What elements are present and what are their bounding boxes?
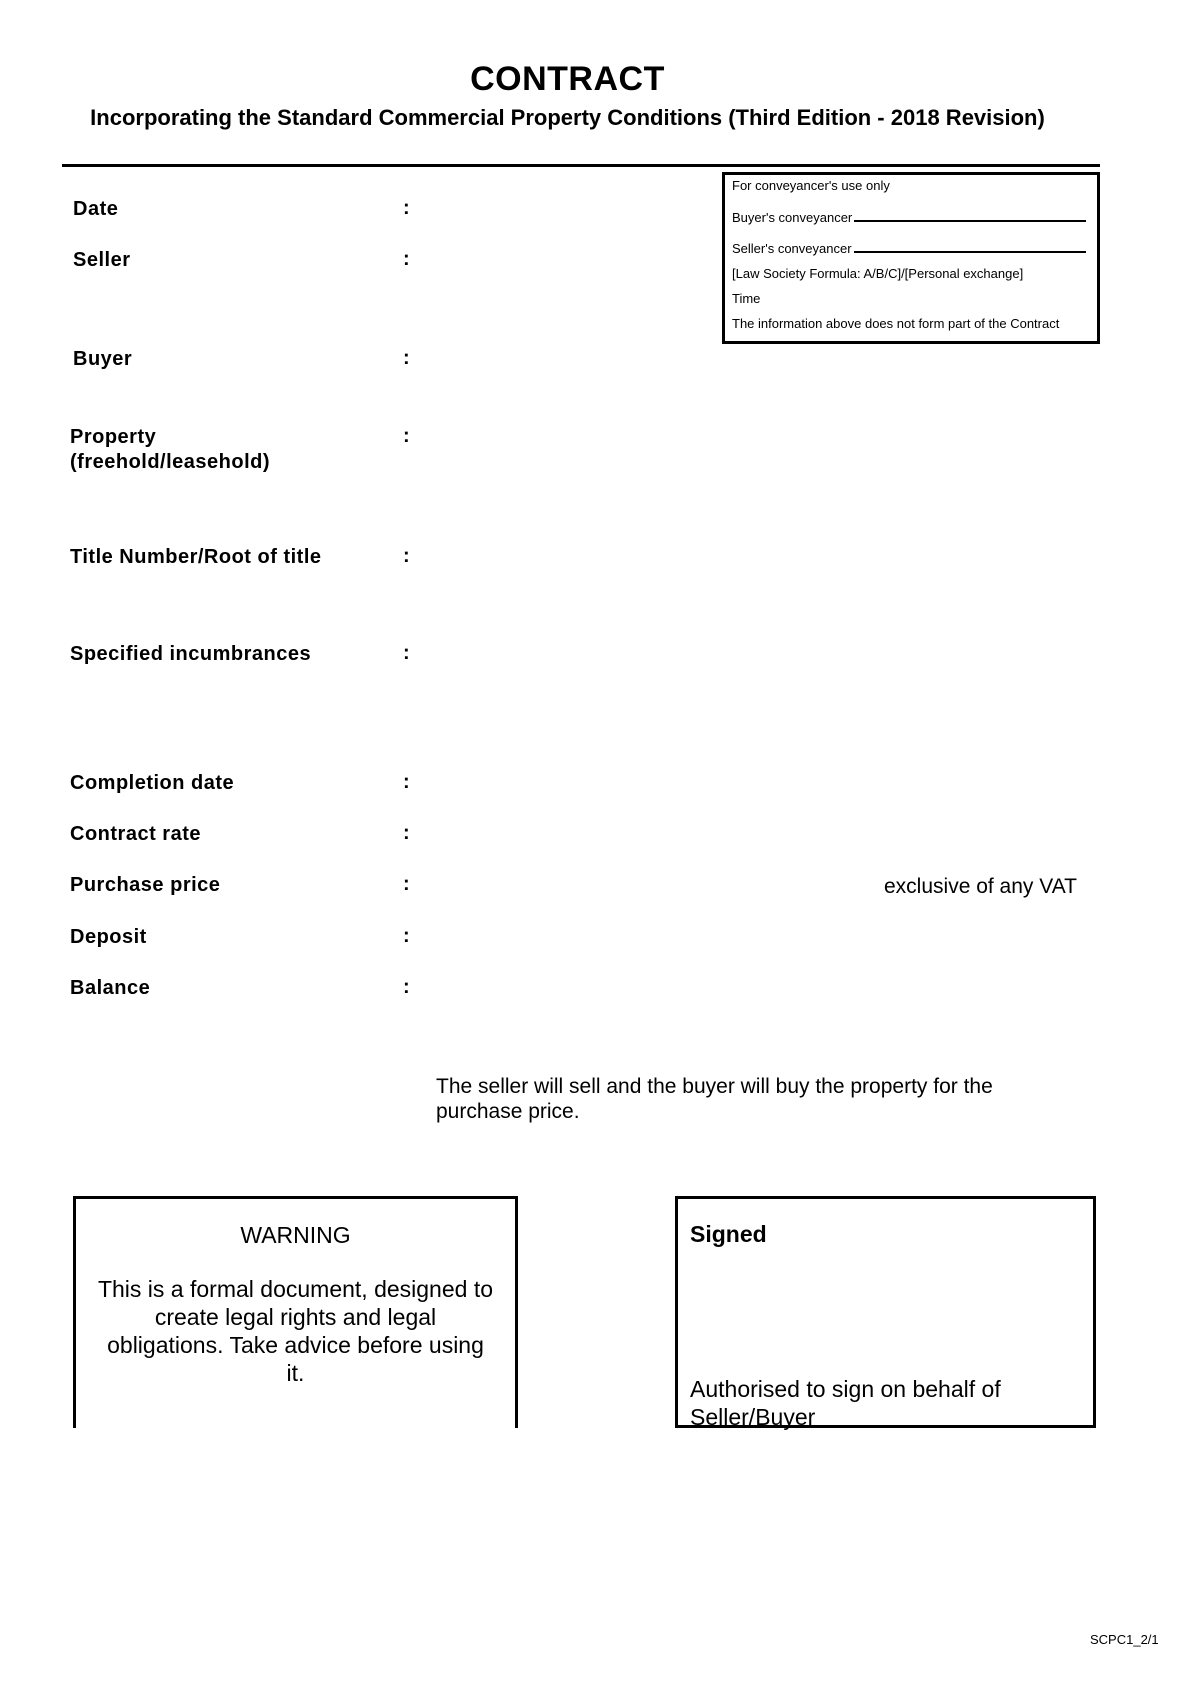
balance-label: Balance	[70, 977, 151, 999]
deposit-colon: :	[403, 925, 410, 947]
document-subtitle: Incorporating the Standard Commercial Property Conditions (Third Edition - 2018 Revision)	[90, 105, 1045, 130]
signed-text: Authorised to sign on behalf of Seller/Buyer	[690, 1376, 1001, 1430]
date-colon: :	[403, 197, 410, 219]
conveyancer-note: The information above does not form part of the Contract	[732, 316, 1060, 331]
purchase-price-colon: :	[403, 873, 410, 895]
seller-conveyancer-line	[732, 241, 1086, 256]
contract-rate-colon: :	[403, 822, 410, 844]
property-sublabel: (freehold/leasehold)	[70, 451, 271, 473]
completion-date-colon: :	[403, 771, 410, 793]
seller-colon: :	[403, 248, 410, 270]
signed-heading: Signed	[690, 1221, 767, 1247]
buyer-label: Buyer	[73, 348, 133, 370]
warning-text: This is a formal document, designed to create legal rights and legal obligations. Take advice before using it.	[97, 1276, 494, 1386]
document-code: SCPC1_2/1	[1090, 1632, 1159, 1647]
completion-date-label: Completion date	[70, 772, 235, 794]
seller-label: Seller	[73, 249, 131, 271]
warning-heading: WARNING	[240, 1222, 351, 1248]
incumbrances-colon: :	[403, 642, 410, 664]
date-label: Date	[73, 198, 119, 220]
title-number-colon: :	[403, 545, 410, 567]
time-label: Time	[732, 291, 761, 306]
contract-rate-label: Contract rate	[70, 823, 201, 845]
buyer-conveyancer-label: Buyer's conveyancer	[732, 210, 853, 225]
buyer-colon: :	[403, 347, 410, 369]
conveyancer-heading: For conveyancer's use only	[732, 178, 890, 193]
header-rule	[62, 164, 1100, 167]
title-number-label: Title Number/Root of title	[70, 546, 322, 568]
buyer-conveyancer-line	[732, 210, 1086, 225]
balance-colon: :	[403, 976, 410, 998]
buyer-conveyancer-underline[interactable]	[854, 220, 1086, 222]
deposit-label: Deposit	[70, 926, 147, 948]
formula-text: [Law Society Formula: A/B/C]/[Personal exchange]	[732, 266, 1024, 281]
seller-conveyancer-underline[interactable]	[854, 251, 1086, 253]
purchase-price-label: Purchase price	[70, 874, 221, 896]
document-title: CONTRACT	[470, 60, 665, 98]
property-colon: :	[403, 425, 410, 447]
property-label: Property	[70, 426, 157, 448]
signed-box[interactable]	[675, 1196, 1096, 1428]
incumbrances-label: Specified incumbrances	[70, 643, 312, 665]
vat-note: exclusive of any VAT	[884, 875, 1077, 898]
seller-conveyancer-label: Seller's conveyancer	[732, 241, 852, 256]
conveyancer-box	[722, 172, 1100, 344]
sale-statement: The seller will sell and the buyer will buy the property for the purchase price.	[436, 1075, 993, 1123]
warning-box	[73, 1196, 518, 1428]
